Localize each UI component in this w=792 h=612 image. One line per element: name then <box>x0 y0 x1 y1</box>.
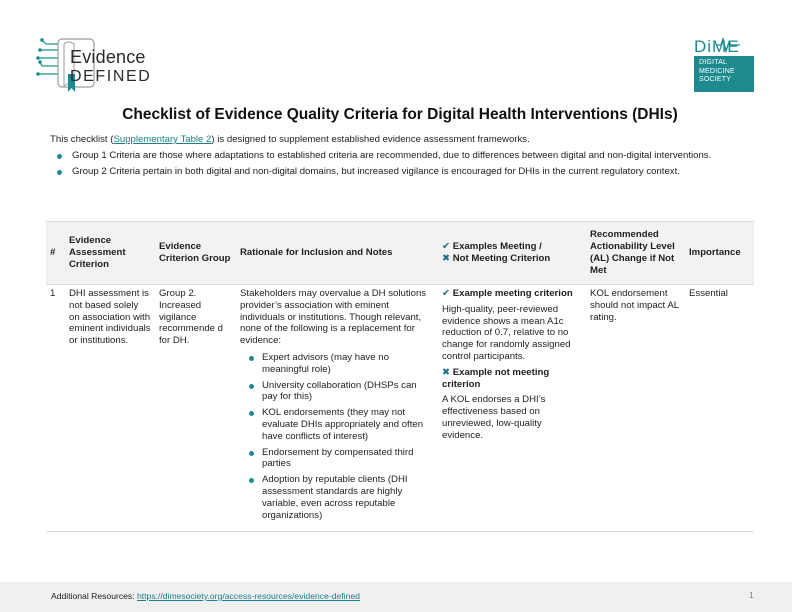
dime-logo-box <box>694 56 754 92</box>
dime-logo-line: DIGITAL <box>699 59 728 66</box>
col-header-number: # <box>46 222 65 285</box>
bullet-icon <box>249 411 254 416</box>
col-header-actionability: Recommended Actionability Level (AL) Change if Not Met <box>586 222 685 285</box>
intro-suffix: ) is designed to supplement established evidence assessment frameworks. <box>211 134 530 145</box>
col-header-examples <box>438 222 586 285</box>
list-item <box>240 447 434 471</box>
cell-actionability: KOL endorsement should not impact AL rating. <box>586 285 685 532</box>
list-item <box>50 166 760 178</box>
rationale-item: Expert advisors (may have no meaningful role) <box>262 351 389 375</box>
list-item <box>240 380 434 404</box>
list-item <box>240 407 434 442</box>
dime-logo-icon <box>694 36 754 56</box>
dime-logo-line: MEDICINE <box>699 67 735 75</box>
list-item <box>240 352 434 376</box>
cross-icon: ✖ <box>442 366 451 378</box>
rationale-list <box>240 352 434 521</box>
logo-word-evidence: Evidence <box>70 47 146 67</box>
examples-meeting-header <box>442 241 582 253</box>
example-not-heading <box>442 367 582 391</box>
cross-icon: ✖ <box>442 253 451 264</box>
rationale-item: Endorsement by compensated third parties <box>262 446 414 470</box>
svg-text:DiME: DiME <box>694 37 740 56</box>
intro-paragraph <box>50 134 760 146</box>
cell-group: Group 2. Increased vigilance recommende d for DH. <box>155 285 236 532</box>
bullet-text: Group 2 Criteria pertain in both digital and non-digital domains, but increased vigilance is encouraged for DHIs in the current regulatory context. <box>72 165 680 177</box>
footer-label: Additional Resources: <box>51 591 137 601</box>
rationale-item: KOL endorsements (they may not evaluate DHIs appropriately and often have conflicts of interest) <box>262 407 424 442</box>
examples-not-header <box>442 253 582 265</box>
logo-word-defined: DEFINED <box>70 68 152 85</box>
bullet-icon <box>249 451 254 456</box>
page-title: Checklist of Evidence Quality Criteria for Digital Health Interventions (DHIs) <box>122 106 678 123</box>
table-row <box>46 285 754 532</box>
cell-rationale <box>236 285 438 532</box>
examples-meeting-header-text: Examples Meeting / <box>452 241 542 253</box>
rationale-item: University collaboration (DHSPs can pay for this) <box>262 379 417 403</box>
check-icon: ✔ <box>442 241 451 253</box>
example-meeting-label: Example meeting criterion <box>452 288 573 299</box>
dime-logo-line: SOCIETY <box>699 76 732 83</box>
list-item <box>240 474 434 521</box>
rationale-intro: Stakeholders may overvalue a DH solutions provider’s association with eminent individuals or institutions. Though relevant, none of the following is a replacement for evidence: <box>240 288 427 347</box>
list-item <box>50 150 760 162</box>
cell-number: 1 <box>46 285 65 532</box>
example-not-label: Example not meeting criterion <box>442 366 550 390</box>
bullet-icon <box>249 384 254 389</box>
group-definitions-list <box>50 150 760 181</box>
resources-link[interactable]: https://dimesociety.org/access-resources/evidence-defined <box>136 591 360 601</box>
col-header-criterion: Evidence Assessment Criterion <box>65 222 155 285</box>
cell-examples <box>438 285 586 532</box>
supplementary-table-link[interactable]: Supplementary Table 2 <box>113 134 212 145</box>
col-header-group: Evidence Criterion Group <box>155 222 236 285</box>
check-icon: ✔ <box>442 288 451 299</box>
bullet-icon <box>249 356 254 361</box>
rationale-item: Adoption by reputable clients (DHI assessment standards are highly variable, even across reputable organizations) <box>262 474 408 521</box>
bullet-icon <box>249 478 254 483</box>
intro-prefix: This checklist ( <box>50 134 114 145</box>
examples-not-header-text: Not Meeting Criterion <box>452 253 551 264</box>
col-header-rationale: Rationale for Inclusion and Notes <box>236 222 438 285</box>
col-header-importance: Importance <box>685 222 754 285</box>
example-meeting-heading <box>442 288 582 300</box>
footer-resources <box>51 591 360 601</box>
bullet-icon <box>57 170 62 175</box>
example-meeting-text: High-quality, peer-reviewed evidence shows a mean A1c reduction of 0.7, relative to no change for randomly assigned control participants. <box>442 303 571 362</box>
cell-importance: Essential <box>685 285 754 532</box>
cell-criterion: DHI assessment is not based solely on association with eminent individuals or institutions. <box>65 285 155 532</box>
example-not-text: A KOL endorses a DHI’s effectiveness based on unreviewed, low-quality evidence. <box>442 394 546 441</box>
bullet-text: Group 1 Criteria are those where adaptations to established criteria are recommended, due to differences between digital and non-digital interventions. <box>72 150 712 161</box>
criteria-table <box>46 221 754 532</box>
bullet-icon <box>57 154 62 159</box>
page-header <box>0 0 792 100</box>
page-number: 1 <box>749 591 754 600</box>
table-header-row <box>46 222 754 285</box>
